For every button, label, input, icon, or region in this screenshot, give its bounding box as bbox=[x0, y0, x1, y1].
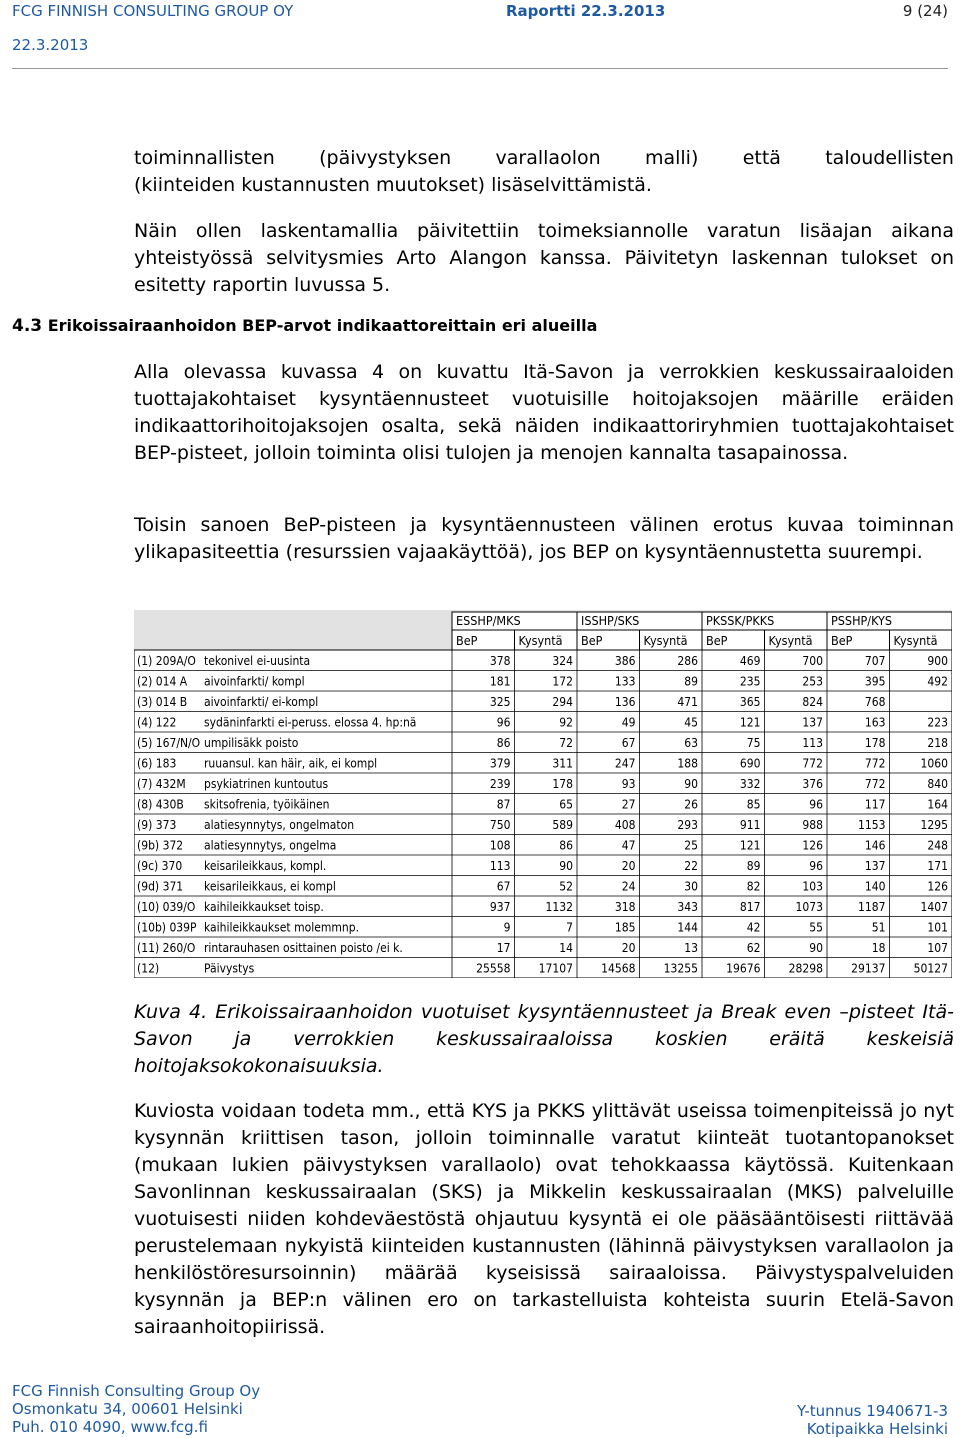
paragraph-5: Kuviosta voidaan todeta mm., että KYS ja PKKS ylittävät useissa toimenpiteissä jo nyt kysynnän kriittisen tason, jolloin toiminnalle varatut kiinteät tuotantopanokset (mukaan lukien päivystyksen varallaolo) ovat tehokkaassa käytössä. Kuitenkaan Savonlinnan keskussairaalan (SKS) ja Mikkelin keskussairaalan (MKS) palveluille vuotuisesti niiden kohdeväestöstä ohjautuu kysyntä ei ole pääsääntöisesti riittävää perustelemaan nykyistä kiinteiden kustannusten (lähinnä päivystyksen varallaolon ja henkilöstöresursoinnin) määrää kyseisissä sairaaloissa. Päivystyspalveluiden kysynnän ja BEP:n välinen ero on tarkastelluista kohteista suurin Etelä-Savon sairaanhoitopiirissä. bbox=[134, 1100, 954, 1338]
table-cell-value: 55 bbox=[809, 920, 823, 935]
table-cell-value: 62 bbox=[746, 941, 761, 955]
table-cell-value: 75 bbox=[746, 736, 761, 750]
table-cell-value: 101 bbox=[927, 920, 948, 935]
table-cell-value: 108 bbox=[489, 838, 511, 853]
table-cell-value: 185 bbox=[614, 920, 636, 935]
row-label: psykiatrinen kuntoutus bbox=[204, 777, 329, 791]
table-cell-value: 172 bbox=[552, 674, 573, 689]
table-cell-value: 137 bbox=[864, 859, 886, 873]
row-code: (11) 260/O bbox=[137, 941, 196, 955]
row-label: alatiesynnytys, ongelmaton bbox=[204, 818, 355, 832]
table-cell-value: 247 bbox=[614, 756, 636, 771]
table-cell-value: 772 bbox=[864, 756, 886, 771]
table-cell-value: 690 bbox=[739, 756, 761, 771]
table-cell-value: 96 bbox=[809, 859, 823, 873]
table-cell-value: 47 bbox=[621, 838, 636, 853]
table-cell-value: 1295 bbox=[920, 818, 948, 832]
table-cell-value: 1060 bbox=[920, 756, 948, 771]
table-cell-value: 25558 bbox=[476, 961, 511, 976]
table-cell-value: 144 bbox=[677, 920, 698, 935]
column-subheader: Kysyntä bbox=[518, 633, 563, 648]
table-cell-value: 103 bbox=[802, 879, 823, 894]
column-subheader: Kysyntä bbox=[643, 633, 688, 648]
table-cell-value: 471 bbox=[677, 695, 698, 709]
table-cell-value: 89 bbox=[684, 674, 698, 689]
word: (päivystyksen bbox=[319, 147, 452, 169]
column-subheader: Kysyntä bbox=[768, 633, 813, 648]
group-header: PKSSK/PKKS bbox=[706, 613, 775, 628]
table-cell-value: 840 bbox=[927, 777, 948, 791]
table-cell-value: 768 bbox=[864, 695, 886, 709]
table-cell-value: 700 bbox=[802, 654, 823, 668]
table-cell-value: 750 bbox=[489, 818, 511, 832]
row-label: keisarileikkaus, kompl. bbox=[204, 859, 327, 873]
page-header bbox=[12, 2, 948, 24]
table-cell-value: 492 bbox=[927, 674, 948, 689]
table-cell-value: 63 bbox=[684, 736, 698, 750]
table-cell-value: 107 bbox=[927, 941, 948, 955]
table-cell-value: 223 bbox=[927, 715, 948, 730]
row-code: (8) 430B bbox=[137, 797, 184, 812]
table-cell-value: 29137 bbox=[851, 961, 886, 976]
table-cell-value: 376 bbox=[802, 777, 823, 791]
table-cell-value: 248 bbox=[927, 838, 948, 853]
group-header: ESSHP/MKS bbox=[456, 613, 521, 628]
row-label: umpilisäkk poisto bbox=[204, 736, 299, 750]
paragraph-1-line-2: (kiinteiden kustannusten muutokset) lisäselvittämistä. bbox=[134, 174, 652, 196]
row-code: (3) 014 B bbox=[137, 695, 188, 709]
table-cell-value: 52 bbox=[559, 879, 573, 894]
table-cell-value: 86 bbox=[559, 838, 573, 853]
table-cell-value: 30 bbox=[684, 879, 698, 894]
footer-phone: Puh. 010 4090, www.fcg.fi bbox=[12, 1418, 208, 1436]
column-subheader: BeP bbox=[706, 633, 728, 648]
row-label: alatiesynnytys, ongelma bbox=[204, 838, 337, 853]
table-cell-value: 365 bbox=[739, 695, 761, 709]
row-label: tekonivel ei-uusinta bbox=[204, 654, 311, 668]
header-divider bbox=[12, 68, 948, 69]
table-cell-value: 22 bbox=[684, 859, 698, 873]
table-cell-value: 181 bbox=[489, 674, 511, 689]
table-cell-value: 51 bbox=[871, 920, 886, 935]
table-cell-value: 13 bbox=[684, 941, 698, 955]
table-cell-value: 20 bbox=[621, 941, 636, 955]
table-cell-value: 318 bbox=[614, 900, 636, 914]
table-cell-value: 85 bbox=[746, 797, 761, 812]
table-cell-value: 93 bbox=[621, 777, 636, 791]
table-cell-value: 17 bbox=[496, 941, 511, 955]
table-cell-value: 1407 bbox=[920, 900, 948, 914]
row-label: skitsofrenia, työikäinen bbox=[204, 797, 330, 812]
row-label: aivoinfarkti/ kompl bbox=[204, 674, 305, 689]
table-cell-value: 286 bbox=[677, 654, 698, 668]
section-title: Erikoissairaanhoidon BEP-arvot indikaattoreittain eri alueilla bbox=[47, 316, 598, 335]
table-cell-value: 24 bbox=[621, 879, 636, 894]
table-cell-value: 90 bbox=[684, 777, 698, 791]
table-cell-value: 20 bbox=[621, 859, 636, 873]
row-label: aivoinfarkti/ ei-kompl bbox=[204, 695, 319, 709]
footer-right bbox=[797, 1402, 948, 1438]
table-cell-value: 126 bbox=[802, 838, 823, 853]
header-company: FCG FINNISH CONSULTING GROUP OY bbox=[12, 2, 294, 20]
table-cell-value: 1073 bbox=[795, 900, 823, 914]
table-cell-value: 89 bbox=[746, 859, 761, 873]
row-code: (1) 209A/O bbox=[137, 654, 196, 668]
row-label: kaihileikkaukset molemmnp. bbox=[204, 920, 360, 935]
table-cell-value: 253 bbox=[802, 674, 823, 689]
word: että bbox=[742, 147, 781, 169]
table-cell-value: 42 bbox=[746, 920, 761, 935]
table-cell-value: 96 bbox=[496, 715, 511, 730]
table-cell-value: 82 bbox=[746, 879, 761, 894]
table-cell-value: 113 bbox=[489, 859, 511, 873]
column-subheader: BeP bbox=[581, 633, 603, 648]
table-cell-value: 911 bbox=[739, 818, 761, 832]
paragraph-3: Alla olevassa kuvassa 4 on kuvattu Itä-Savon ja verrokkien keskussairaaloiden tuottajakohtaiset kysyntäennusteet vuotuisille hoitojaksojen määrille eräiden indikaattorihoitojaksojen osalta, sekä näiden indikaattoriryhmien tuottajakohtaiset BEP-pisteet, jolloin toiminta olisi tulojen ja menojen kannalta tasapainossa. bbox=[134, 361, 954, 464]
footer-company: FCG Finnish Consulting Group Oy bbox=[12, 1382, 261, 1400]
table-cell-value: 1187 bbox=[858, 900, 886, 914]
section-heading bbox=[12, 316, 597, 336]
row-code: (7) 432M bbox=[137, 777, 186, 791]
table-cell-value: 325 bbox=[489, 695, 511, 709]
table-cell-value: 1153 bbox=[858, 818, 886, 832]
table-cell-value: 324 bbox=[552, 654, 573, 668]
table-cell-value: 332 bbox=[739, 777, 761, 791]
table-cell-value: 65 bbox=[559, 797, 573, 812]
column-subheader: Kysyntä bbox=[893, 633, 938, 648]
table-cell-value: 90 bbox=[809, 941, 823, 955]
table-cell-value: 1132 bbox=[545, 900, 573, 914]
row-label: Päivystys bbox=[204, 961, 255, 976]
row-label: sydäninfarkti ei-peruss. elossa 4. hp:nä bbox=[204, 715, 417, 730]
table-cell-value: 87 bbox=[496, 797, 511, 812]
row-code: (10) 039/O bbox=[137, 900, 196, 914]
header-date: 22.3.2013 bbox=[12, 36, 89, 54]
table-cell-value: 311 bbox=[552, 756, 573, 771]
table-cell-value: 408 bbox=[614, 818, 636, 832]
table-cell-value: 235 bbox=[739, 674, 761, 689]
table-cell-value: 937 bbox=[489, 900, 511, 914]
table-cell-value: 14 bbox=[559, 941, 573, 955]
paragraph-2: Näin ollen laskentamallia päivitettiin toimeksiannolle varatun lisäajan aikana yhteistyössä selvitysmies Arto Alangon kanssa. Päivitetyn laskennan tulokset on esitetty raportin luvussa 5. bbox=[134, 220, 954, 296]
table-cell-value: 589 bbox=[552, 818, 573, 832]
table-cell-value: 86 bbox=[496, 736, 511, 750]
word: malli) bbox=[644, 147, 699, 169]
group-header: ISSHP/SKS bbox=[581, 613, 640, 628]
table-cell-value: 707 bbox=[864, 654, 886, 668]
column-subheader: BeP bbox=[831, 633, 853, 648]
table-cell-value: 92 bbox=[559, 715, 573, 730]
row-label: rintarauhasen osittainen poisto /ei k. bbox=[204, 941, 403, 955]
table-cell-value: 17107 bbox=[538, 961, 573, 976]
footer-left bbox=[12, 1382, 260, 1436]
table-cell-value: 72 bbox=[559, 736, 573, 750]
footer-ytunnus: Y-tunnus 1940671-3 bbox=[796, 1402, 948, 1420]
row-code: (2) 014 A bbox=[137, 674, 188, 689]
table-cell-value: 379 bbox=[489, 756, 511, 771]
row-code: (10b) 039P bbox=[137, 920, 197, 935]
table-cell-value: 14568 bbox=[601, 961, 636, 976]
row-code: (9b) 372 bbox=[137, 838, 184, 853]
row-code: (5) 167/N/O bbox=[137, 736, 201, 750]
row-code: (9) 373 bbox=[137, 818, 177, 832]
table-cell-value: 25 bbox=[684, 838, 698, 853]
table-cell-value: 178 bbox=[864, 736, 886, 750]
table-cell-value: 121 bbox=[739, 715, 761, 730]
bep-figure-table bbox=[134, 610, 952, 978]
group-header: PSSHP/KYS bbox=[831, 613, 893, 628]
table-cell-value: 294 bbox=[552, 695, 573, 709]
table-cell-value: 140 bbox=[864, 879, 886, 894]
table-cell-value: 137 bbox=[802, 715, 823, 730]
table-cell-value: 469 bbox=[739, 654, 761, 668]
table-cell-value: 239 bbox=[489, 777, 511, 791]
row-code: (6) 183 bbox=[137, 756, 177, 771]
table-cell-value: 772 bbox=[802, 756, 823, 771]
table-cell-value: 126 bbox=[927, 879, 948, 894]
row-label: kaihileikkaukset toisp. bbox=[204, 900, 324, 914]
table-cell-value: 395 bbox=[864, 674, 886, 689]
row-code: (4) 122 bbox=[137, 715, 177, 730]
table-cell-value: 218 bbox=[927, 736, 948, 750]
word: taloudellisten bbox=[825, 147, 954, 169]
table-cell-value: 817 bbox=[739, 900, 761, 914]
figure-caption: Kuva 4. Erikoissairaanhoidon vuotuiset kysyntäennusteet ja Break even –pisteet Itä-Savon ja verrokkien keskussairaaloissa koskien eräitä keskeisiä hoitojaksokokonaisuuksia. bbox=[134, 1001, 954, 1077]
word: toiminnallisten bbox=[134, 147, 275, 169]
section-number: 4.3 bbox=[12, 316, 43, 336]
table-cell-value: 49 bbox=[621, 715, 636, 730]
table-cell-value: 121 bbox=[739, 838, 761, 853]
table-cell-value: 117 bbox=[864, 797, 886, 812]
footer-kotipaikka: Kotipaikka Helsinki bbox=[806, 1420, 948, 1438]
table-cell-value: 96 bbox=[809, 797, 823, 812]
table-cell-value: 146 bbox=[864, 838, 886, 853]
table-cell-value: 19676 bbox=[726, 961, 761, 976]
paragraph-1 bbox=[134, 145, 954, 199]
table-cell-value: 7 bbox=[566, 920, 573, 935]
row-code: (9d) 371 bbox=[137, 879, 184, 894]
header-report: Raportti 22.3.2013 bbox=[506, 2, 666, 20]
table-cell-value: 45 bbox=[684, 715, 698, 730]
row-code: (9c) 370 bbox=[137, 859, 183, 873]
column-subheader: BeP bbox=[456, 633, 478, 648]
table-cell-value: 113 bbox=[802, 736, 823, 750]
word: varallaolon bbox=[495, 147, 601, 169]
table-cell-value: 293 bbox=[677, 818, 698, 832]
row-code: (12) bbox=[137, 961, 160, 976]
table-cell-value: 50127 bbox=[913, 961, 948, 976]
table-cell-value: 28298 bbox=[788, 961, 823, 976]
row-label: keisarileikkaus, ei kompl bbox=[204, 879, 336, 894]
bep-table-svg bbox=[134, 610, 952, 978]
paragraph-4: Toisin sanoen BeP-pisteen ja kysyntäennusteen välinen erotus kuvaa toiminnan ylikapasiteettia (resurssien vajaakäyttöä), jos BEP on kysyntäennustetta suurempi. bbox=[134, 514, 954, 563]
table-cell-value: 90 bbox=[559, 859, 573, 873]
table-cell-value: 67 bbox=[496, 879, 511, 894]
paragraph-1-line-1 bbox=[134, 145, 954, 172]
table-cell-value: 163 bbox=[864, 715, 886, 730]
row-label: ruuansul. kan häir, aik, ei kompl bbox=[204, 756, 378, 771]
header-page-number: 9 (24) bbox=[902, 2, 948, 20]
table-cell-value: 988 bbox=[802, 818, 823, 832]
table-cell-value: 772 bbox=[864, 777, 886, 791]
table-cell-value: 824 bbox=[802, 695, 823, 709]
table-cell-value: 133 bbox=[614, 674, 636, 689]
table-cell-value: 67 bbox=[621, 736, 636, 750]
table-cell-value: 136 bbox=[614, 695, 636, 709]
table-cell-value: 26 bbox=[684, 797, 698, 812]
table-cell-value: 27 bbox=[621, 797, 636, 812]
table-cell-value: 18 bbox=[871, 941, 886, 955]
table-cell-value: 188 bbox=[677, 756, 698, 771]
table-cell-value: 343 bbox=[677, 900, 698, 914]
footer-address: Osmonkatu 34, 00601 Helsinki bbox=[12, 1400, 243, 1418]
table-cell-value: 171 bbox=[927, 859, 948, 873]
table-cell-value: 378 bbox=[489, 654, 511, 668]
table-cell-value: 900 bbox=[927, 654, 948, 668]
table-cell-value: 178 bbox=[552, 777, 573, 791]
table-cell-value: 164 bbox=[927, 797, 948, 812]
table-cell-value: 386 bbox=[614, 654, 636, 668]
table-cell-value: 9 bbox=[503, 920, 511, 935]
table-cell-value: 13255 bbox=[663, 961, 698, 976]
